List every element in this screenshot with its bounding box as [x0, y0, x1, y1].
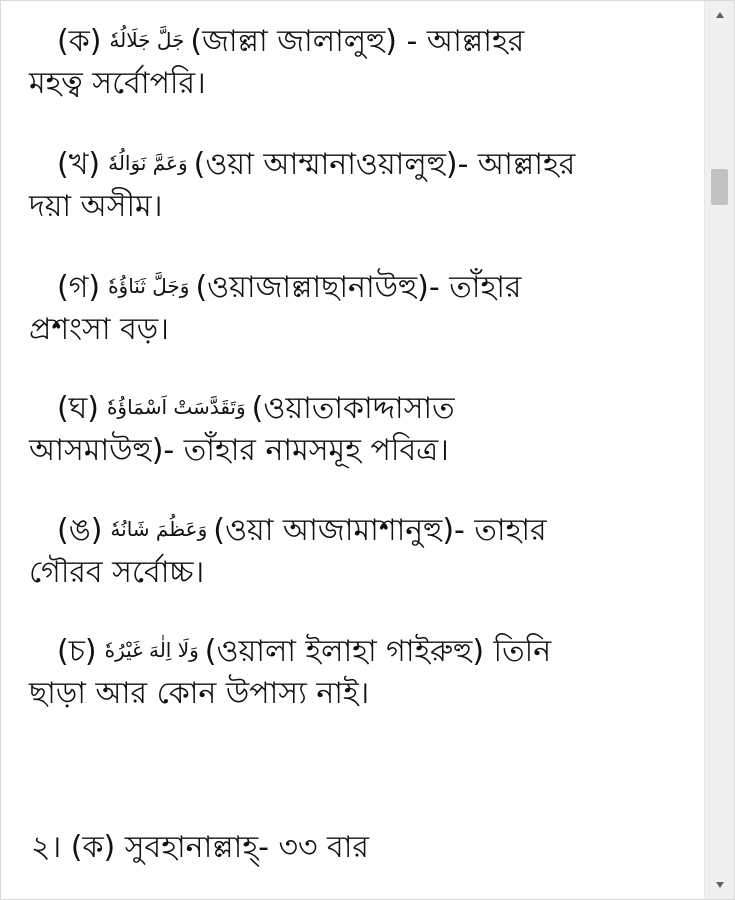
- transliteration-text: (ওয়ালা ইলাহা গাইরুহু) তিনি: [204, 634, 552, 669]
- meaning-text: দয়া অসীম।: [29, 189, 163, 224]
- scroll-down-button[interactable]: [705, 871, 734, 899]
- meaning-text: আসমাউহু)- তাঁহার নামসমূহ পবিত্র।: [29, 433, 449, 468]
- vertical-scrollbar[interactable]: [704, 1, 734, 899]
- meaning-text: গৌরব সর্বোচ্চ।: [29, 555, 205, 590]
- item-marker: (গ): [57, 270, 101, 305]
- meaning-text: মহত্ব সর্বোপরি।: [29, 66, 206, 101]
- item-marker: (ক): [57, 24, 102, 59]
- list-item: [29, 508, 679, 594]
- list-item: [29, 386, 679, 472]
- next-section-heading: ২। (ক) সুবহানাল্লাহ্- ৩৩ বার: [31, 830, 369, 865]
- list-item: [29, 629, 679, 715]
- list-item: [29, 19, 679, 105]
- scroll-thumb[interactable]: [711, 169, 728, 205]
- transliteration-text: (ওয়াজাল্লাছানাউহু)- তাঁহার: [195, 270, 522, 305]
- scroll-up-button[interactable]: [705, 1, 734, 29]
- meaning-text: প্রশংসা বড়।: [29, 312, 169, 347]
- item-marker: (চ): [57, 634, 97, 669]
- arabic-phrase: وَتَقَدَّسَتْ اَسْمَاؤُهٗ: [106, 395, 246, 419]
- item-marker: (ঙ): [57, 513, 103, 548]
- arabic-phrase: وَعَمَّ نَوَالُهٗ: [108, 151, 188, 175]
- list-item: [29, 142, 679, 228]
- meaning-text: ছাড়া আর কোন উপাস্য নাই।: [29, 676, 370, 711]
- text-content: [1, 1, 706, 900]
- arabic-phrase: وَلَا اِلٰهَ غَيْرُهٗ: [104, 638, 199, 662]
- item-marker: (ঘ): [57, 391, 99, 426]
- arabic-phrase: جَلَّ جَلَالُهٗ: [109, 28, 185, 52]
- transliteration-text: (ওয়া আম্মানাওয়ালুহু)- আল্লাহর: [193, 147, 576, 182]
- transliteration-text: (ওয়া আজামাশানুহু)- তাহার: [213, 513, 547, 548]
- list-item: [29, 265, 679, 351]
- item-marker: (খ): [57, 147, 101, 182]
- arabic-phrase: وَعَظُمَ شَانُهٗ: [110, 517, 208, 541]
- transliteration-text: (জাল্লা জালালুহু) - আল্লাহর: [190, 24, 525, 59]
- triangle-down-icon: [716, 882, 724, 888]
- arabic-phrase: وَجَلَّ ثَنَاؤُهٗ: [108, 274, 190, 298]
- transliteration-text: (ওয়াতাকাদ্দাসাত: [251, 391, 455, 426]
- triangle-up-icon: [716, 12, 724, 18]
